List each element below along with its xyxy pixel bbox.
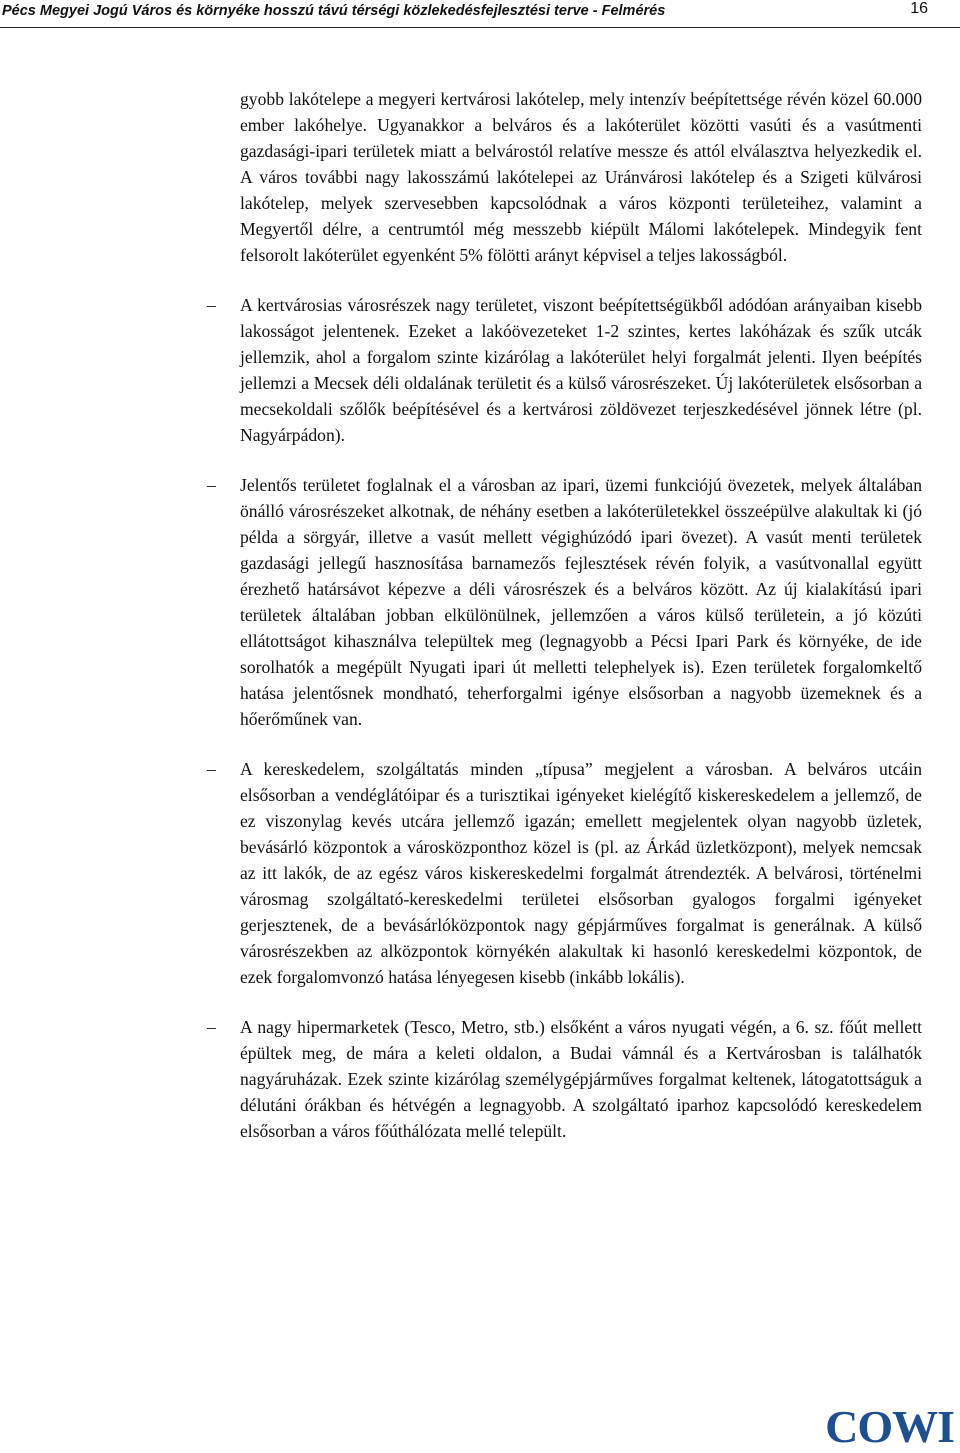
dash-bullet: – bbox=[207, 759, 216, 779]
list-item bbox=[207, 472, 922, 732]
dash-bullet: – bbox=[207, 1017, 216, 1037]
dash-bullet: – bbox=[207, 295, 216, 315]
dash-bullet: – bbox=[207, 475, 216, 495]
cowi-logo: COWI bbox=[825, 1401, 954, 1452]
intro-paragraph: gyobb lakótelepe a megyeri kertvárosi lakótelep, mely intenzív beépítettsége révén közel 60.000 ember lakóhelye. Ugyanakkor a belváros és a lakóterület közötti vasúti és a vasútmenti gazdasági-ipari területek miatt a belvárostól relatíve messze és attól elválasztva helyezkedik el. A város további nagy lakosszámú lakótelepei az Uránvárosi lakótelep és a Szigeti külvárosi lakótelep, melyek szervesebben kapcsolódnak a város központi területeihez, valamint a Megyertől délre, a centrumtól még messzebb kiépült Málomi lakótelepek. Mindegyik fent felsorolt lakóterület egyenként 5% fölötti arányt képvisel a teljes lakosságból. bbox=[240, 89, 922, 265]
list-item-text: A kertvárosias városrészek nagy területet, viszont beépítettségükből adódóan arányaiban kisebb lakosságot jelentenek. Ezeket a lakóövezeteket 1-2 szintes, kertes lakóházak és szűk utcák jellemzik, ahol a forgalom szinte kizárólag a lakóterület helyi forgalmát jelenti. Ilyen beépítés jellemzi a Mecsek déli oldalának területit és a külső városrészeket. Új lakóterületek elsősorban a mecsekoldali szőlők beépítésével és a kertvárosi zöldövezet terjeszkedésével jönnek létre (pl. Nagyárpádon). bbox=[240, 295, 922, 445]
list-item-text: A kereskedelem, szolgáltatás minden „típusa” megjelent a városban. A belváros utcáin elsősorban a vendéglátóipar és a turisztikai igényeket kielégítő kiskereskedelem a jellemző, de ez viszonylag kevés utcára jellemző igazán; emellett megjelentek olyan nagyobb üzletek, bevásárló központok a városközponthoz közel is (pl. az Árkád üzletközpont), melyek nemcsak az itt lakók, de az egész város kiskereskedelmi forgalmát átrendezték. A belvárosi, történelmi városmag szolgáltató-kereskedelmi területei elsősorban gyalogos forgalmi igényeket gerjesztenek, de a bevásárlóközpontok nagy gépjárműves forgalmat is generálnak. A külső városrészekben az alközpontok környékén alakultak ki hasonló kereskedelmi központok, de ezek forgalomvonzó hatása lényegesen kisebb (inkább lokális). bbox=[240, 759, 922, 987]
document-body bbox=[0, 86, 960, 1144]
header-divider bbox=[0, 27, 960, 28]
list-item bbox=[207, 1014, 922, 1144]
list-item bbox=[207, 292, 922, 448]
document-title: Pécs Megyei Jogú Város és környéke hosszú távú térségi közlekedésfejlesztési terve - Felmérés bbox=[2, 3, 666, 19]
page-number: 16 bbox=[910, 0, 928, 17]
page-header bbox=[0, 0, 960, 28]
list-item-text: Jelentős területet foglalnak el a városban az ipari, üzemi funkciójú övezetek, melyek általában önálló városrészeket alkotnak, de néhány esetben a lakóterületekkel összeépülve alakultak ki (jó példa a sörgyár, illetve a vasút mellett végighúzódó ipari övezet). A vasút menti területek gazdasági jellegű hasznosítása barnamezős fejlesztések révén folyik, a vasútvonallal együtt érezhető határsávot képezve a déli városrészek és a belváros között. Az új kialakítású ipari területek általában jobban elkülönülnek, jellemzően a város külső területein, a jó közúti ellátottságot kihasználva települtek meg (legnagyobb a Pécsi Ipari Park és környéke, de ide sorolhatók a megépült Nyugati ipari út melletti telephelyek is). Ezen területek forgalomkeltő hatása jelentősnek mondható, teherforgalmi igénye elsősorban a nagyobb üzemeknek és a hőerőműnek van. bbox=[240, 475, 922, 729]
list-item bbox=[207, 756, 922, 990]
list-item-text: A nagy hipermarketek (Tesco, Metro, stb.) elsőként a város nyugati végén, a 6. sz. főút mellett épültek meg, de mára a keleti oldalon, a Budai vámnál és a Kertvárosban is találhatók nagyáruházak. Ezek szinte kizárólag személygépjárműves forgalmat keltenek, látogatottságuk a délutáni órákban és hétvégén a legnagyobb. A szolgáltató iparhoz kapcsolódó kereskedelem elsősorban a város főúthálózata mellé települt. bbox=[240, 1017, 922, 1141]
